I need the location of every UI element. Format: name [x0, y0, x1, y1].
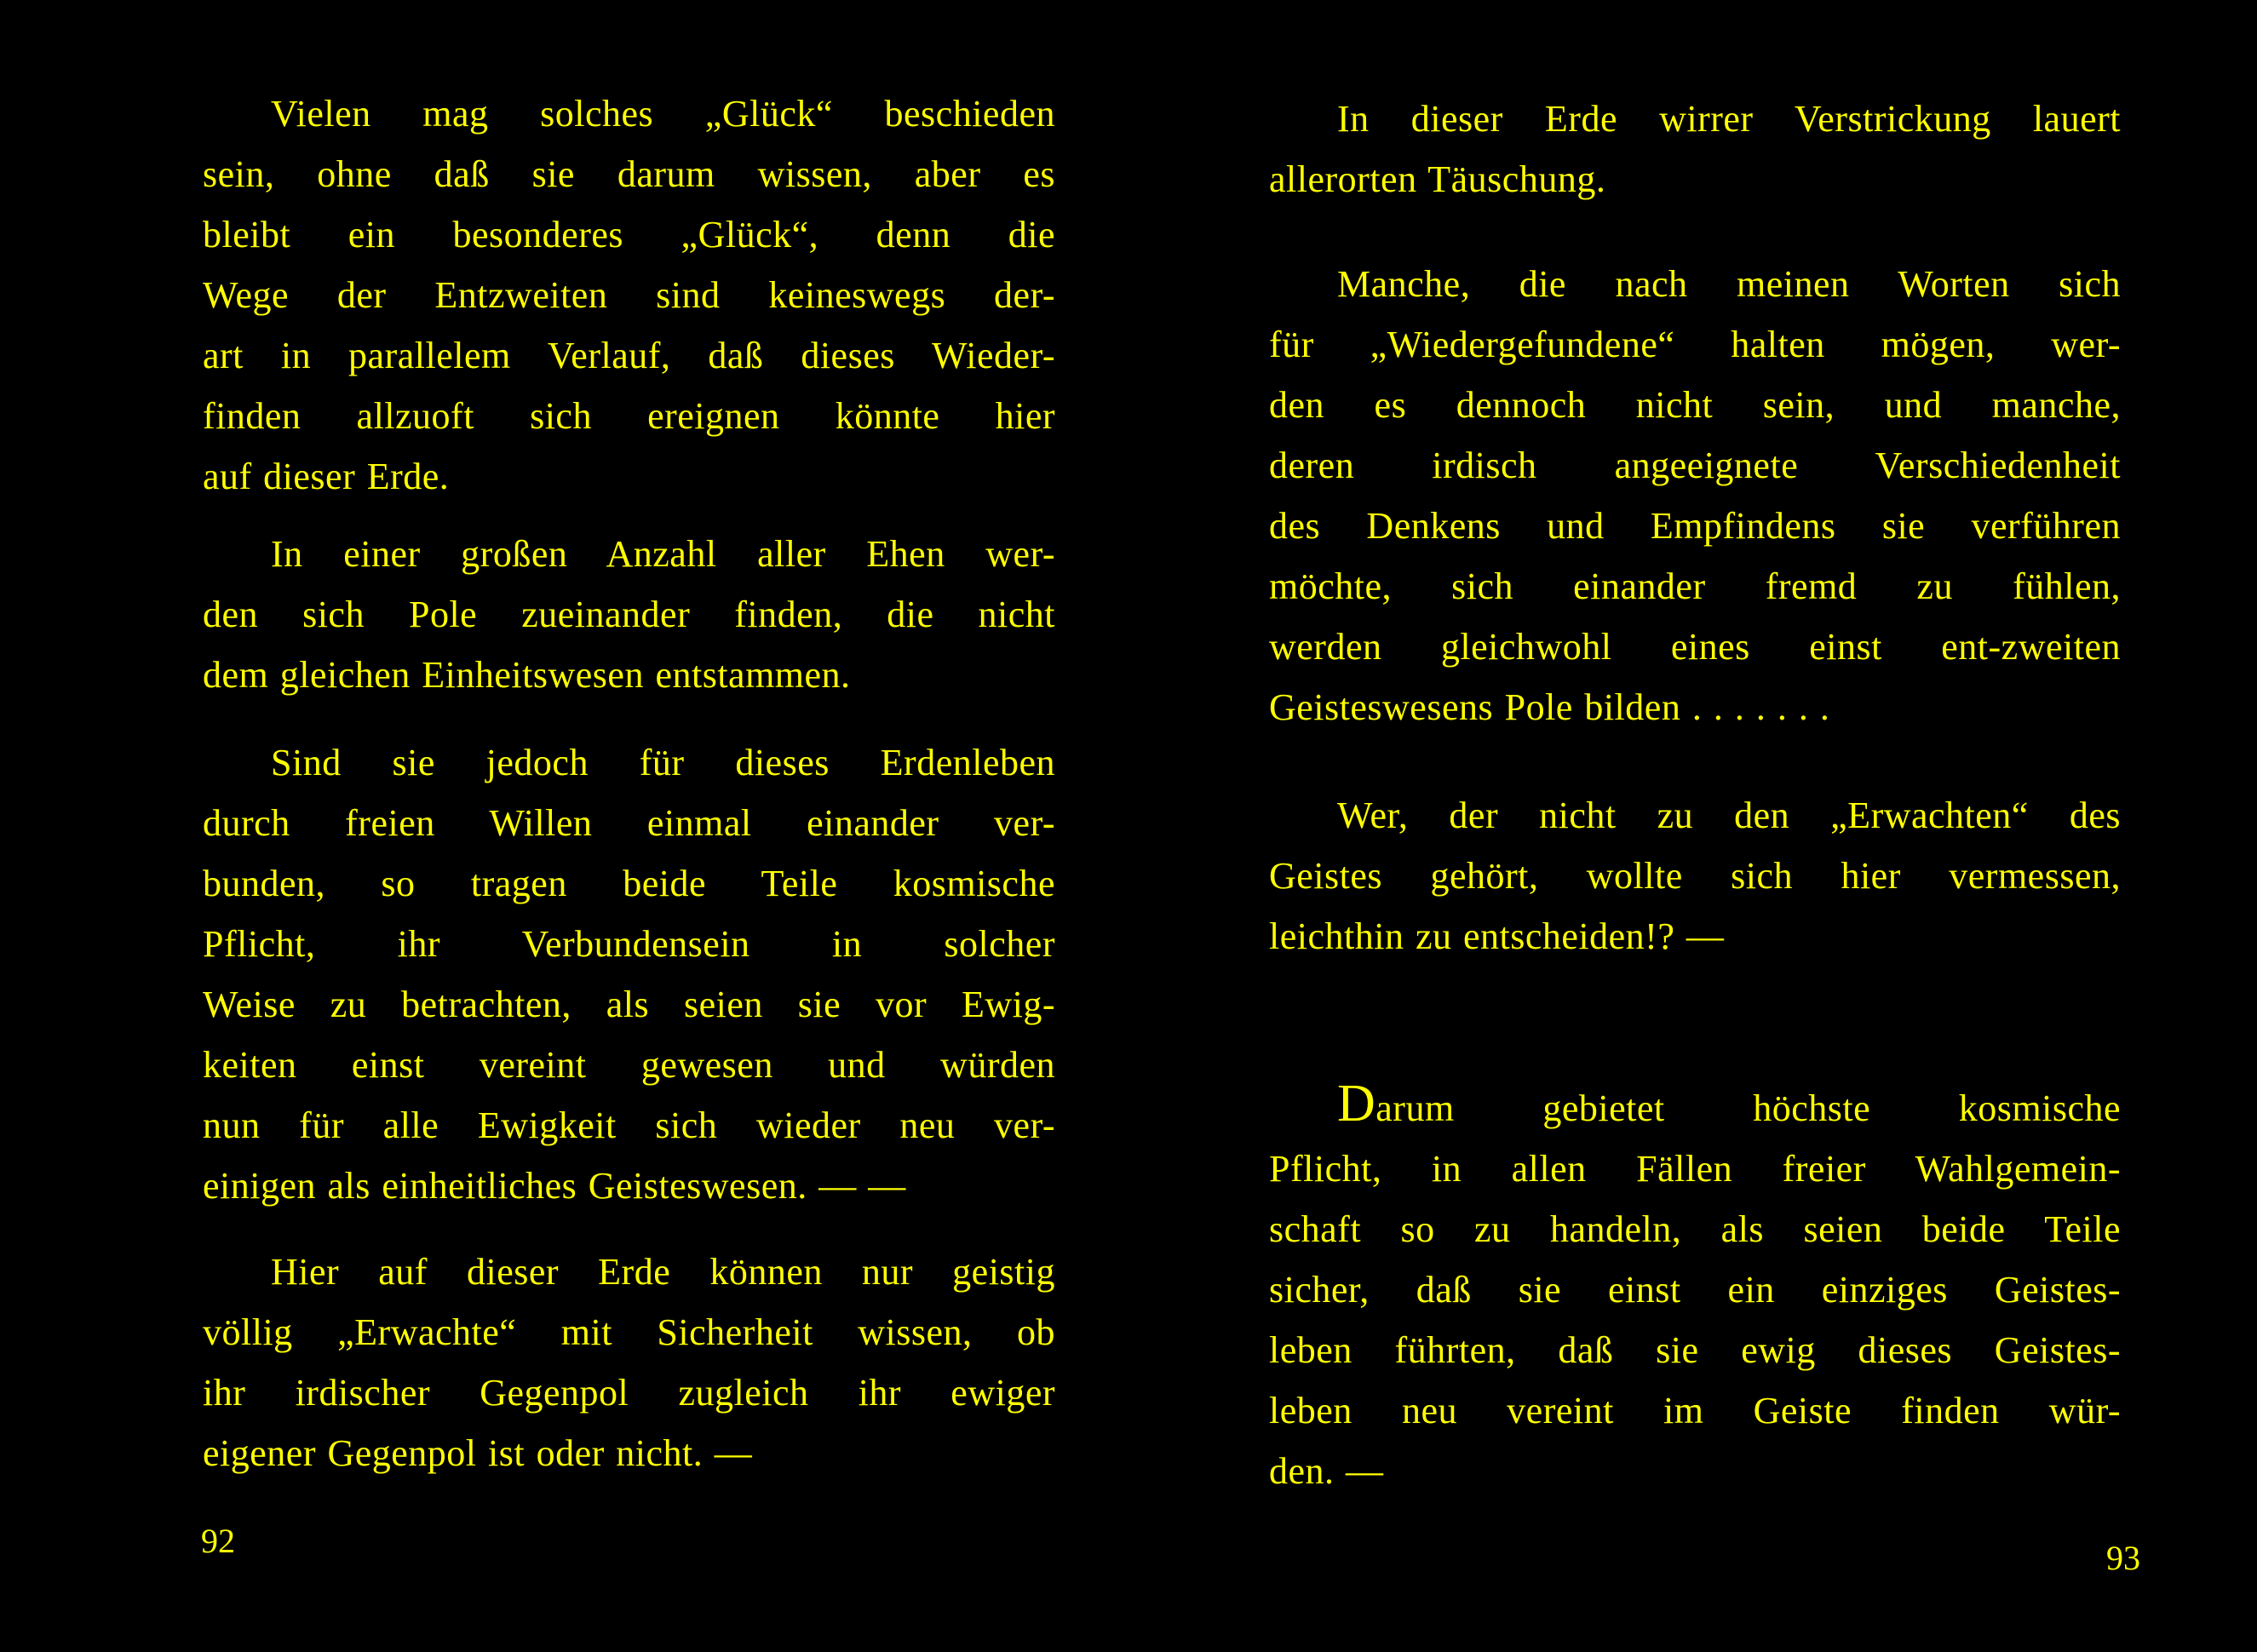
text-line: sicher, daß sie einst ein einziges Geistes- [1269, 1269, 2121, 1311]
text-line: art in parallelem Verlauf, daß dieses Wieder- [203, 335, 1055, 376]
page-number-right: 93 [2106, 1539, 2140, 1577]
text-line: sein, ohne daß sie darum wissen, aber es [203, 153, 1055, 195]
text-line: bleibt ein besonderes „Glück“, denn die [203, 214, 1055, 255]
text-line: leben führten, daß sie ewig dieses Geistes- [1269, 1329, 2121, 1371]
text-line: Geistes gehört, wollte sich hier vermessen, [1269, 855, 2121, 897]
text-line: den sich Pole zueinander finden, die nicht [203, 594, 1055, 635]
left-paragraph-4 [203, 1242, 1055, 1483]
text-line: deren irdisch angeeignete Verschiedenheit [1269, 445, 2121, 486]
text-line: finden allzuoft sich ereignen könnte hier [203, 395, 1055, 437]
text-line: Wer, der nicht zu den „Erwachten“ des [1337, 794, 2121, 836]
text-line: Manche, die nach meinen Worten sich [1337, 263, 2121, 305]
left-paragraph-2 [203, 524, 1055, 705]
text-line: leichthin zu entscheiden!? — [1269, 915, 1725, 957]
text-line: dem gleichen Einheitswesen entstammen. [203, 654, 851, 696]
right-paragraph-4 [1269, 1075, 2121, 1501]
right-paragraph-1 [1269, 89, 2121, 209]
text-line [1269, 1075, 2121, 1139]
text-line: Pflicht, in allen Fällen freier Wahlgemein- [1269, 1148, 2121, 1190]
text-line: Hier auf dieser Erde können nur geistig [271, 1251, 1055, 1293]
page-number-left: 92 [201, 1522, 235, 1560]
text-line: Sind sie jedoch für dieses Erdenleben [271, 742, 1055, 783]
text-line: ihr irdischer Gegenpol zugleich ihr ewiger [203, 1372, 1055, 1414]
text-line: In einer großen Anzahl aller Ehen wer- [271, 533, 1055, 575]
text-line: schaft so zu handeln, als seien beide Teile [1269, 1208, 2121, 1250]
right-page [1128, 0, 2257, 1652]
text-line: werden gleichwohl eines einst ent-zweiten [1269, 626, 2121, 668]
text-line: einigen als einheitliches Geisteswesen. — — [203, 1165, 906, 1207]
text-line: für „Wiedergefundene“ halten mögen, wer- [1269, 324, 2121, 365]
text-line: eigener Gegenpol ist oder nicht. — [203, 1432, 753, 1474]
left-paragraph-1 [203, 83, 1055, 507]
right-paragraph-3 [1269, 785, 2121, 967]
text-line: nun für alle Ewigkeit sich wieder neu ver- [203, 1104, 1055, 1146]
right-paragraph-2 [1269, 254, 2121, 737]
text-line: den es dennoch nicht sein, und manche, [1269, 384, 2121, 426]
text-line: bunden, so tragen beide Teile kosmische [203, 863, 1055, 904]
text-line: Geisteswesens Pole bilden . . . . . . . [1269, 686, 1830, 728]
text-line: den. — [1269, 1450, 1384, 1492]
text-line: allerorten Täuschung. [1269, 158, 1606, 200]
text-line: In dieser Erde wirrer Verstrickung lauert [1337, 98, 2121, 140]
text-line: leben neu vereint im Geiste finden wür- [1269, 1390, 2121, 1431]
text-line: durch freien Willen einmal einander ver- [203, 802, 1055, 844]
text-line: Wege der Entzweiten sind keineswegs der- [203, 274, 1055, 316]
text-line: Pflicht, ihr Verbundensein in solcher [203, 923, 1055, 965]
text-line: möchte, sich einander fremd zu fühlen, [1269, 565, 2121, 607]
left-page [0, 0, 1128, 1652]
first-line-rest: arum gebietet höchste kosmische [1375, 1087, 2121, 1129]
text-line: des Denkens und Empfindens sie verführen [1269, 505, 2121, 547]
drop-cap: D [1337, 1075, 1376, 1133]
text-line: völlig „Erwachte“ mit Sicherheit wissen, ob [203, 1311, 1055, 1353]
left-paragraph-3 [203, 732, 1055, 1216]
text-line: Vielen mag solches „Glück“ beschieden [271, 93, 1055, 135]
text-line: Weise zu betrachten, als seien sie vor Ewig- [203, 984, 1055, 1025]
text-line: keiten einst vereint gewesen und würden [203, 1044, 1055, 1086]
text-line: auf dieser Erde. [203, 456, 450, 497]
